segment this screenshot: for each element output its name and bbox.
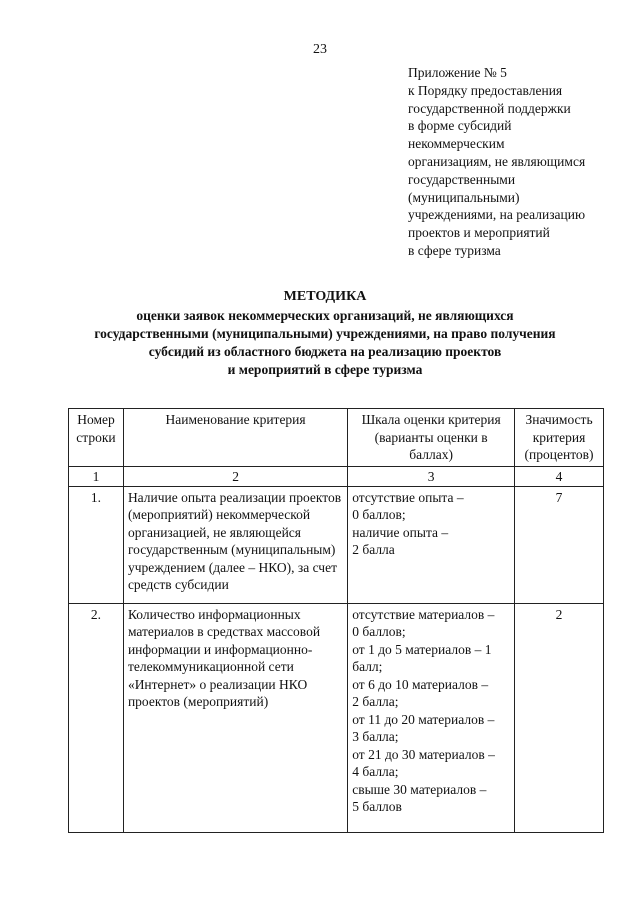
appendix-line: проектов и мероприятий <box>408 225 550 241</box>
scale-line: 0 баллов; <box>352 507 406 522</box>
scale-line: 2 балла <box>352 542 395 557</box>
scale-line: 3 балла; <box>352 729 399 744</box>
appendix-line: учреждениями, на реализацию <box>408 207 586 223</box>
scale-line: от 6 до 10 материалов – <box>352 676 489 692</box>
scale-line: 2 балла; <box>352 694 399 709</box>
title-line: оценки заявок некоммерческих организаций, не являющихся <box>136 308 514 323</box>
scale-line: от 11 до 20 материалов – <box>352 711 495 727</box>
row-number: 2. <box>69 603 124 832</box>
appendix-line: в сфере туризма <box>408 242 501 258</box>
scale-line: свыше 30 материалов – <box>352 781 487 797</box>
table-row <box>69 603 604 832</box>
scale-line: 0 баллов; <box>352 624 406 639</box>
criteria-table <box>68 408 604 833</box>
criterion-weight: 2 <box>515 603 604 832</box>
scale-line: отсутствие опыта – <box>352 489 464 505</box>
criterion-name: Наличие опыта реализации проектов (мероприятий) некоммерческой организацией, не являющейся государственным (муниципальным) учреждением (далее – НКО), за счет средств субсидии <box>123 486 347 603</box>
header-scale: Шкала оценки критерия (варианты оценки в баллах) <box>348 409 515 467</box>
title-line: субсидий из областного бюджета на реализацию проектов <box>148 344 502 359</box>
table-header-row <box>69 409 604 467</box>
appendix-line: организациям, не являющимся <box>408 153 586 169</box>
appendix-line: государственной поддержки <box>408 100 571 116</box>
header-criterion-name: Наименование критерия <box>123 409 347 467</box>
appendix-line: некоммерческим <box>408 136 505 152</box>
appendix-note <box>408 64 618 260</box>
criterion-weight: 7 <box>515 486 604 603</box>
criterion-name: Количество информационных материалов в средствах массовой информации и информационно-телекоммуникационной сети «Интернет» о реализации НКО проектов (мероприятий) <box>123 603 347 832</box>
appendix-line: Приложение № 5 <box>408 65 507 80</box>
row-number: 1. <box>69 486 124 603</box>
column-number: 1 <box>69 466 124 486</box>
scale-line: отсутствие материалов – <box>352 606 495 622</box>
scale-line: 4 балла; <box>352 764 399 779</box>
page-number: 23 <box>313 42 327 57</box>
table-row <box>69 486 604 603</box>
appendix-line: государственными <box>408 171 516 187</box>
column-number: 2 <box>123 466 347 486</box>
criterion-scale <box>348 486 515 603</box>
appendix-line: в форме субсидий <box>408 118 512 134</box>
document-title <box>60 288 590 379</box>
appendix-line: (муниципальными) <box>408 189 520 205</box>
title-line: государственными (муниципальными) учреждениями, на право получения <box>94 326 556 341</box>
appendix-line: к Порядку предоставления <box>408 82 563 98</box>
scale-line: от 1 до 5 материалов – 1 <box>352 641 492 657</box>
title-line: и мероприятий в сфере туризма <box>227 362 423 377</box>
header-weight: Значимость критерия (процентов) <box>515 409 604 467</box>
scale-line: балл; <box>352 659 383 674</box>
scale-line: от 21 до 30 материалов – <box>352 746 495 762</box>
scale-line: наличие опыта – <box>352 524 449 540</box>
scale-line: 5 баллов <box>352 799 402 814</box>
header-row-number: Номер строки <box>69 409 124 467</box>
column-number-row <box>69 466 604 486</box>
criterion-scale <box>348 603 515 832</box>
title-main: МЕТОДИКА <box>283 289 367 304</box>
column-number: 4 <box>515 466 604 486</box>
column-number: 3 <box>348 466 515 486</box>
